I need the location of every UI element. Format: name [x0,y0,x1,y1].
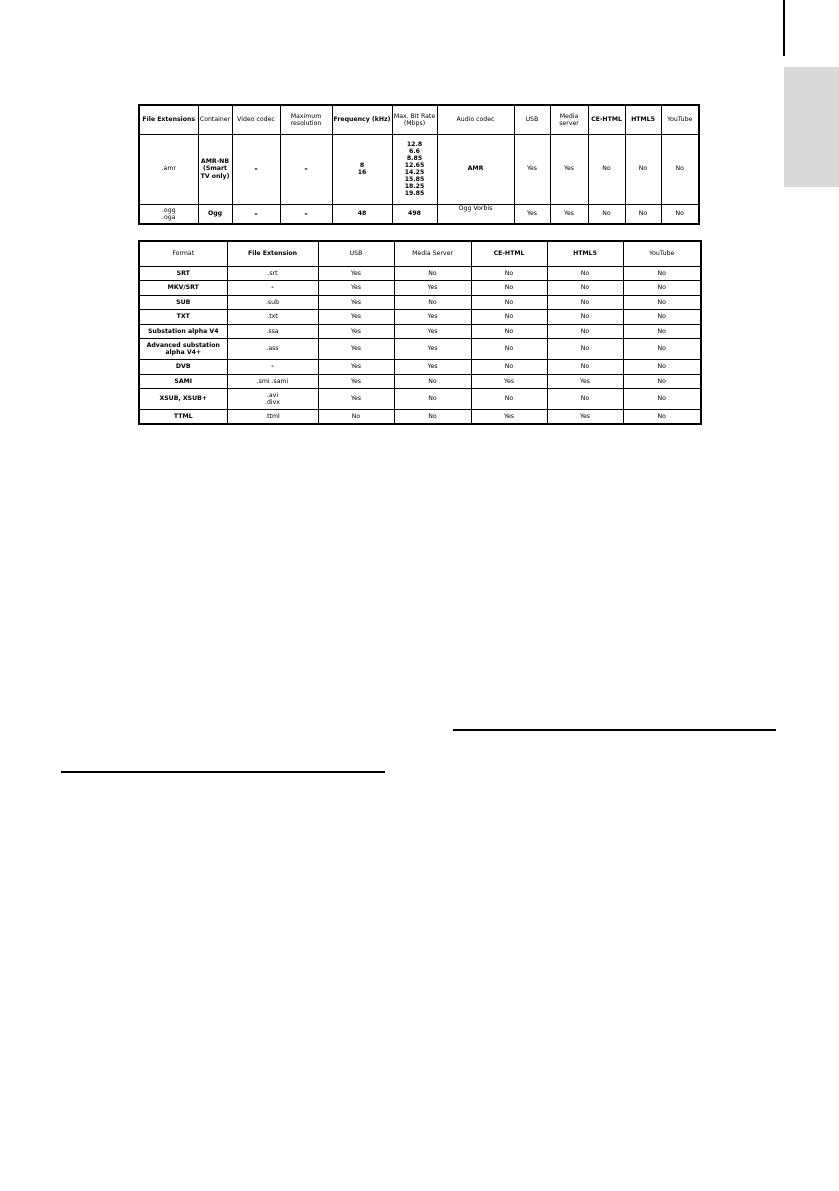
cell-frequency: 48 [332,204,392,224]
table-row [139,410,701,425]
col-header-html5: HTML5 [625,105,661,134]
col-header-media-server: Media server [550,105,588,134]
col-header-video-codec: Video codec [232,105,280,134]
cell-media-server: No [394,374,471,389]
col-header-max-resolution: Maximum resolution [280,105,332,134]
cell-usb: Yes [514,204,550,224]
table-header-row [139,241,701,266]
col-header-ce-html: CE-HTML [471,241,547,266]
cell-ce-html: No [471,281,547,296]
cell-ce-html: No [471,389,547,410]
cell-extension: .amr [139,134,198,204]
table-row [139,339,701,360]
cell-html5: No [547,281,623,296]
cell-youtube: No [623,360,701,375]
cell-html5: No [547,310,623,325]
cell-html5: No [547,339,623,360]
cell-format: SRT [139,266,227,281]
cell-html5: No [547,324,623,339]
cell-media-server: Yes [394,360,471,375]
cell-format: TXT [139,310,227,325]
cell-ce-html: No [471,360,547,375]
cell-usb: Yes [318,266,394,281]
cell-frequency: 8 16 [332,134,392,204]
cell-ce-html: Yes [471,374,547,389]
table-row [139,324,701,339]
section-heading-rule-left [61,771,385,773]
cell-usb: Yes [318,360,394,375]
cell-extension: .smi .sami [227,374,318,389]
table-row [139,281,701,296]
cell-media-server: Yes [394,281,471,296]
cell-youtube: No [623,410,701,425]
cell-ce-html: No [471,310,547,325]
cell-video-codec: - [232,134,280,204]
col-header-html5: HTML5 [547,241,623,266]
cell-media-server: Yes [394,339,471,360]
section-side-tab [784,67,839,187]
cell-youtube: No [661,204,699,224]
col-header-frequency: Frequency (kHz) [332,105,392,134]
cell-youtube: No [661,134,699,204]
cell-extension: .ass [227,339,318,360]
cell-extension: .sub [227,295,318,310]
cell-format: TTML [139,410,227,425]
col-header-usb: USB [318,241,394,266]
cell-usb: Yes [318,310,394,325]
cell-html5: No [547,295,623,310]
cell-format: XSUB, XSUB+ [139,389,227,410]
cell-media-server: Yes [394,324,471,339]
cell-format: Substation alpha V4 [139,324,227,339]
cell-media-server: No [394,295,471,310]
cell-youtube: No [623,374,701,389]
col-header-container: Container [198,105,232,134]
cell-html5: No [625,204,661,224]
cell-youtube: No [623,339,701,360]
header-vertical-rule [783,0,785,56]
cell-extension: .txt [227,310,318,325]
cell-youtube: No [623,389,701,410]
cell-usb: Yes [318,389,394,410]
table-row [139,310,701,325]
cell-html5: No [547,389,623,410]
table-row [139,134,699,204]
table-row [139,360,701,375]
cell-extension: .ogg .oga [139,204,198,224]
cell-ce-html: No [588,134,625,204]
video-audio-format-table [138,104,700,225]
col-header-media-server: Media Server [394,241,471,266]
cell-media-server: No [394,410,471,425]
cell-usb: No [318,410,394,425]
cell-ce-html: No [471,324,547,339]
col-header-format: Format [139,241,227,266]
cell-youtube: No [623,324,701,339]
table-row [139,374,701,389]
cell-html5: No [547,360,623,375]
cell-youtube: No [623,295,701,310]
cell-video-codec: - [232,204,280,224]
col-header-youtube: YouTube [661,105,699,134]
cell-extension: .srt [227,266,318,281]
table-row [139,389,701,410]
col-header-ce-html: CE-HTML [588,105,625,134]
table-row [139,295,701,310]
cell-ce-html: No [588,204,625,224]
cell-usb: Yes [318,339,394,360]
col-header-youtube: YouTube [623,241,701,266]
cell-youtube: No [623,266,701,281]
cell-audio-codec: Ogg Vorbis [437,204,514,224]
cell-container: Ogg [198,204,232,224]
cell-extension: - [227,360,318,375]
cell-ce-html: No [471,295,547,310]
cell-html5: Yes [547,374,623,389]
cell-ce-html: No [471,266,547,281]
subtitle-format-table [138,240,702,425]
cell-audio-codec: AMR [437,134,514,204]
col-header-max-bit-rate: Max. Bit Rate (Mbps) [392,105,437,134]
cell-format: SUB [139,295,227,310]
cell-media-server: Yes [394,310,471,325]
cell-usb: Yes [318,324,394,339]
col-header-audio-codec: Audio codec [437,105,514,134]
cell-html5: No [625,134,661,204]
cell-media-server: Yes [550,204,588,224]
table-header-row [139,105,699,134]
cell-youtube: No [623,281,701,296]
cell-youtube: No [623,310,701,325]
cell-container: AMR-NB (Smart TV only) [198,134,232,204]
cell-media-server: Yes [550,134,588,204]
cell-bit-rate: 498 [392,204,437,224]
col-header-file-extension: File Extension [227,241,318,266]
cell-extension: - [227,281,318,296]
cell-ce-html: No [471,339,547,360]
col-header-usb: USB [514,105,550,134]
cell-usb: Yes [318,295,394,310]
cell-usb: Yes [318,374,394,389]
cell-usb: Yes [514,134,550,204]
section-heading-rule-right [453,729,776,731]
cell-usb: Yes [318,281,394,296]
cell-max-resolution: - [280,204,332,224]
cell-html5: No [547,266,623,281]
table-row [139,266,701,281]
cell-format: Advanced substation alpha V4+ [139,339,227,360]
cell-ce-html: Yes [471,410,547,425]
cell-media-server: No [394,266,471,281]
cell-bit-rate: 12.8 6.6 8.85 12.65 14.25 15.85 18.25 19.85 [392,134,437,204]
cell-format: MKV/SRT [139,281,227,296]
cell-format: DVB [139,360,227,375]
cell-format: SAMI [139,374,227,389]
col-header-file-extensions: File Extensions [139,105,198,134]
cell-max-resolution: - [280,134,332,204]
cell-media-server: No [394,389,471,410]
cell-extension: .ttml [227,410,318,425]
cell-html5: Yes [547,410,623,425]
cell-extension: .ssa [227,324,318,339]
cell-extension: .avi .divx [227,389,318,410]
table-row [139,204,699,224]
